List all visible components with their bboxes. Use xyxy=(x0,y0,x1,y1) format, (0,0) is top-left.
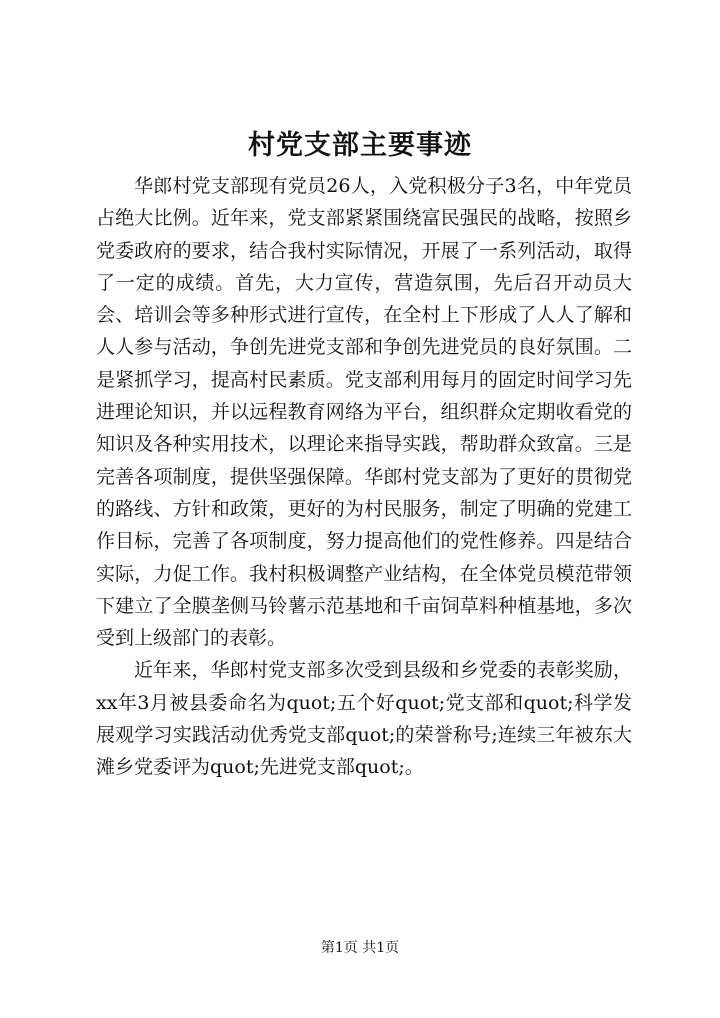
paragraph-honors: 近年来，华郎村党支部多次受到县级和乡党委的表彰奖励，xx年3月被县委命名为quot;五个好quot;党支部和quot;科学发展观学习实践活动优秀党支部quot;的荣誉称号;连续三年被东大滩乡党委评为quot;先进党支部quot;。 xyxy=(96,659,632,779)
paragraph-main: 华郎村党支部现有党员26人，入党积极分子3名，中年党员占绝大比例。近年来，党支部紧紧围绕富民强民的战略，按照乡党委政府的要求，结合我村实际情况，开展了一系列活动，取得了一定的成绩。首先，大力宣传，营造氛围，先后召开动员大会、培训会等多种形式进行宣传，在全村上下形成了人人了解和人人参与活动，争创先进党支部和争创先进党员的良好氛围。二是紧抓学习，提高村民素质。党支部利用每月的固定时间学习先进理论知识，并以远程教育网络为平台，组织群众定期收看党的知识及各种实用技术，以理论来指导实践，帮助群众致富。三是完善各项制度，提供坚强保障。华郎村党支部为了更好的贯彻党的路线、方针和政策，更好的为村民服务，制定了明确的党建工作目标，完善了各项制度，努力提高他们的党性修养。四是结合实际，力促工作。我村积极调整产业结构，在全体党员模范带领下建立了全膜垄侧马铃薯示范基地和千亩饲草料种植基地，多次受到上级部门的表彰。 xyxy=(96,175,632,650)
page-title: 村党支部主要事迹 xyxy=(248,130,472,161)
page-footer: 第1页 共1页 xyxy=(320,940,400,956)
document-body xyxy=(96,170,632,784)
